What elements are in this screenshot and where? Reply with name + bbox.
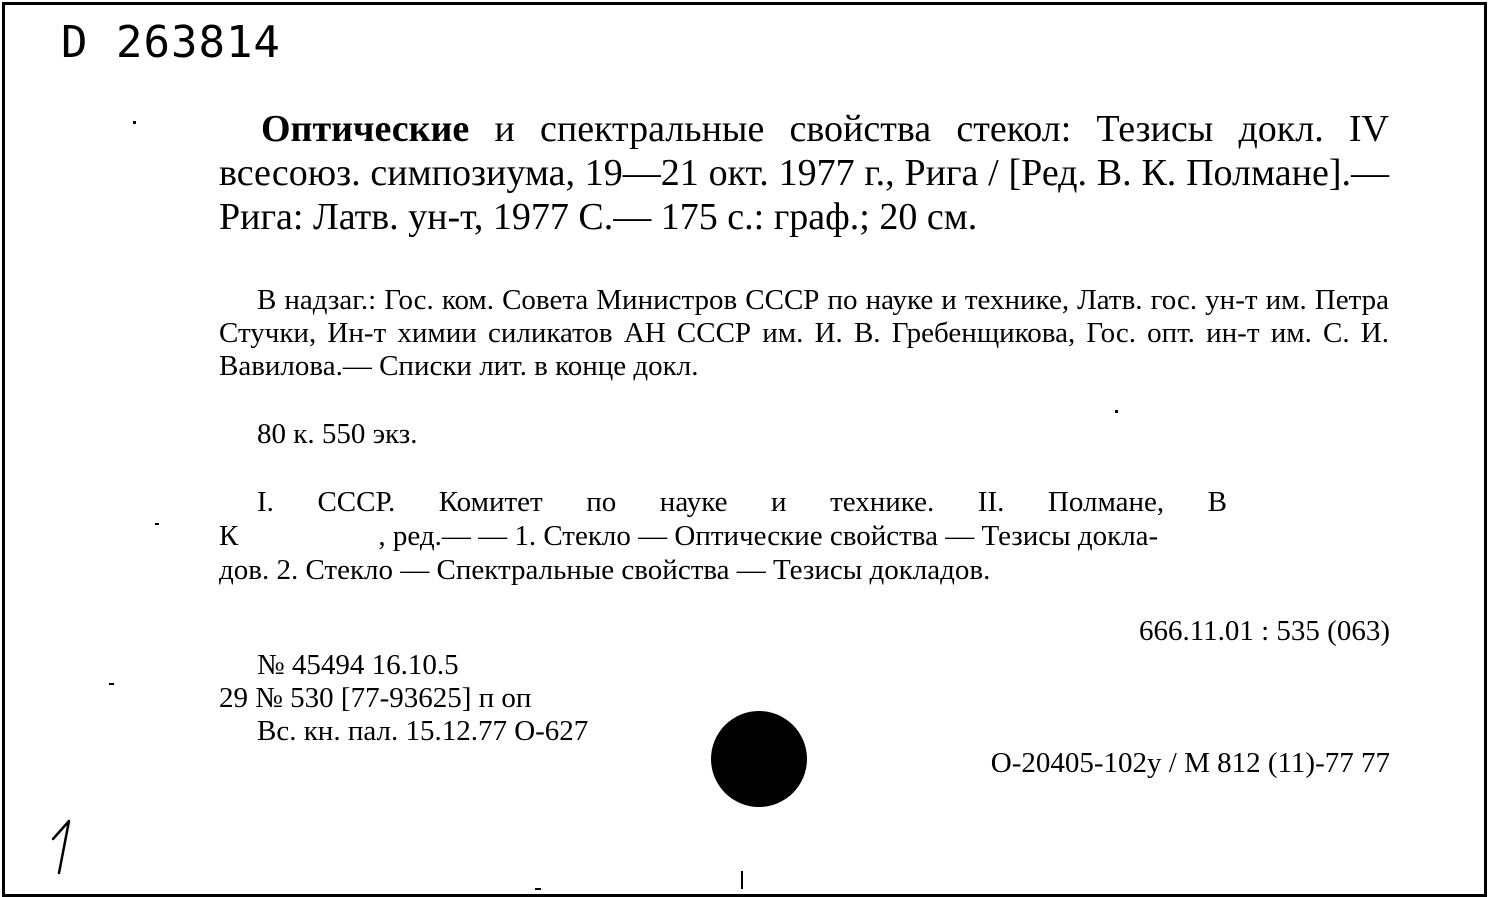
handwritten-mark <box>45 817 85 882</box>
print-info-line-3: Вс. кн. пал. 15.12.77 О-627 <box>257 715 589 747</box>
price-and-print-run: 80 к. 550 экз. <box>257 418 418 450</box>
punch-hole <box>711 711 807 807</box>
subjects-line-2-start: К <box>219 520 239 552</box>
speck <box>109 683 114 685</box>
bibliographic-title <box>219 107 1389 239</box>
title-bold-word: Оптические <box>261 108 470 150</box>
speck <box>535 888 541 890</box>
publisher-note: В надзаг.: Гос. ком. Совета Министров СССР по науке и технике, Латв. гос. ун-т им. Петра Стучки, Ин-т химии силикатов АН СССР им. И. В. Гребенщикова, Гос. опт. ин-т им. С. И. Вавилова.— Списки лит. в конце докл. <box>219 284 1389 382</box>
speck <box>155 523 159 525</box>
subjects-line-1: I. СССР. Комитет по науке и технике. II. Полмане, В <box>257 486 1227 518</box>
print-info <box>219 649 588 748</box>
subjects-line-2-end: , ред.— — 1. Стекло — Оптические свойства — Тезисы докла- <box>378 520 1159 552</box>
subjects-line-2 <box>219 519 1389 553</box>
card-number: D 263814 <box>61 17 281 68</box>
speck <box>133 121 136 124</box>
subject-headings <box>219 485 1389 587</box>
catalog-card <box>2 2 1487 897</box>
publication-code: О-20405-102у / М 812 (11)-77 77 <box>990 747 1390 779</box>
speck <box>741 871 743 889</box>
title-rest: и спектральные свойства стекол: Тезисы докл. IV всесоюз. симпозиума, 19—21 окт. 1977 г., Рига / [Ред. В. К. Полмане].— Рига: Латв. ун-т, 1977 С.— 175 с.: граф.; 20 см. <box>219 108 1389 238</box>
speck <box>1115 410 1118 413</box>
print-info-line-2: 29 № 530 [77-93625] п оп <box>219 682 532 714</box>
subjects-line-3: дов. 2. Стекло — Спектральные свойства — Тезисы докладов. <box>219 554 991 586</box>
handwritten-one-icon <box>45 817 85 877</box>
udc-code: 666.11.01 : 535 (063) <box>1138 615 1390 647</box>
print-info-line-1: № 45494 16.10.5 <box>257 649 459 681</box>
